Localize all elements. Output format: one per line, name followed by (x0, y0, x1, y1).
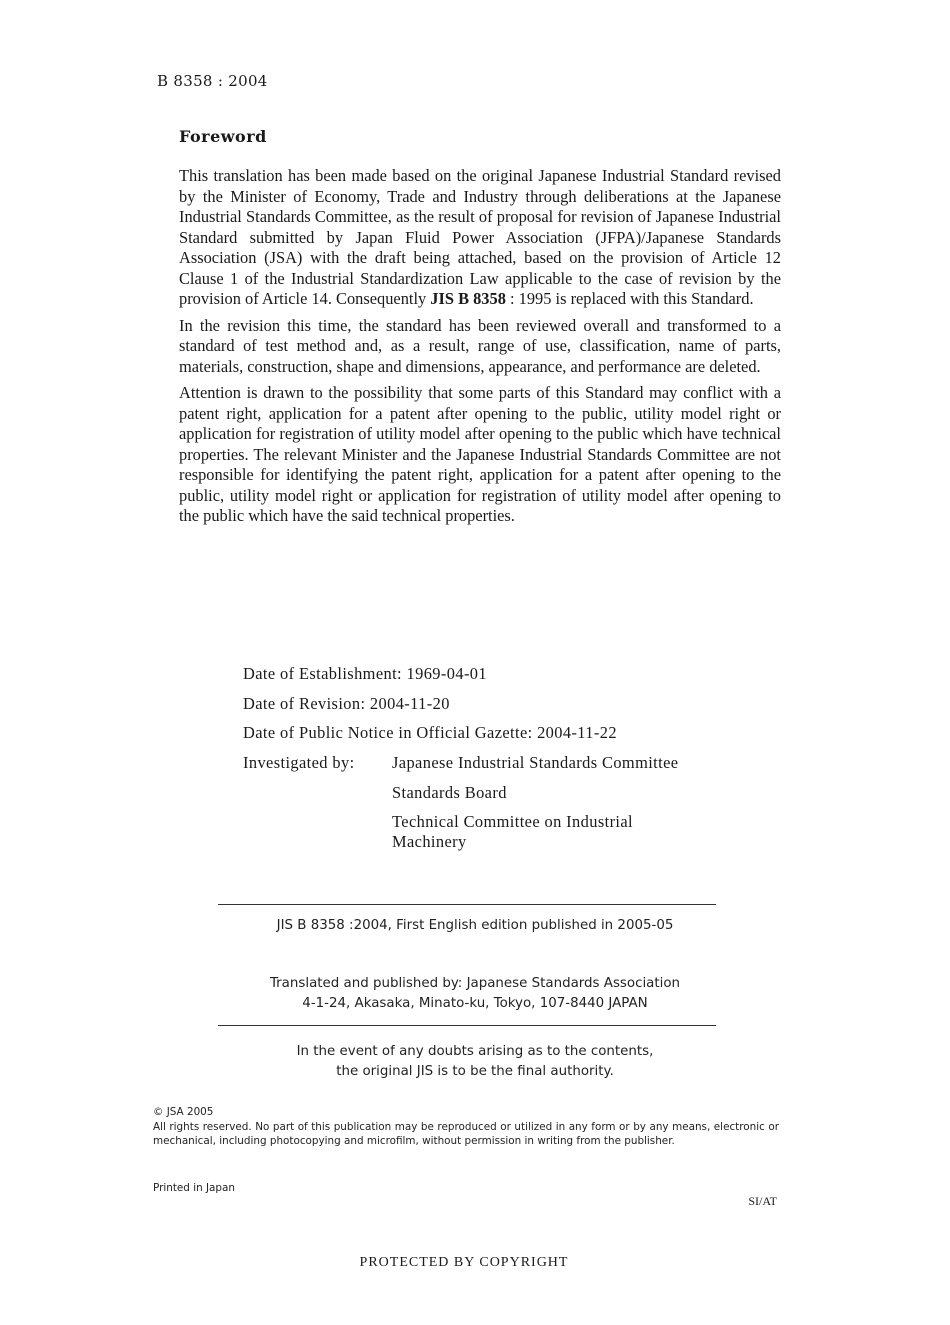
investigated-label: Investigated by: (243, 752, 355, 772)
investigated-org-board: Standards Board (392, 783, 507, 802)
printed-in: Printed in Japan (153, 1182, 235, 1194)
standard-reference: JIS B 8358 (430, 289, 506, 308)
investigated-org-committee: Japanese Industrial Standards Committee (392, 753, 679, 772)
foreword-p1-text: This translation has been made based on the original Japanese Industrial Standard revised by the Minister of Economy, Trade and Industry through deliberations at the Japanese Industrial Standards Committee, as the result of proposal for revision of Japanese Industrial Standard submitted by Japan Fluid Power Association (JFPA)/Japanese Standards Association (JSA) with the draft being attached, based on the provision of Article 12 Clause 1 of the Industrial Standardization Law applicable to the case of revision by the provision of Article 14. Consequently (179, 166, 781, 308)
foreword-title: Foreword (179, 127, 267, 146)
foreword-paragraph-3: Attention is drawn to the possibility that some parts of this Standard may conflict with a patent right, application for a patent after opening to the public, utility model right or application for registration of utility model after opening to the public which have technical properties. The relevant Minister and the Japanese Industrial Standards Committee are not responsible for identifying the patent right, application for a patent after opening to the public, utility model right or application for registration of utility model after opening to the public which have the said technical properties. (179, 383, 781, 525)
copyright-holder: © JSA 2005 (153, 1106, 214, 1118)
investigated-org-technical (392, 812, 633, 852)
date-revision: Date of Revision: 2004-11-20 (243, 693, 450, 713)
authority-line-2: the original JIS is to be the final authority. (336, 1063, 614, 1079)
investigated-org-technical-line2: Machinery (392, 832, 467, 851)
publisher-line-2: 4-1-24, Akasaka, Minato-ku, Tokyo, 107-8440 JAPAN (302, 995, 648, 1011)
investigated-org-technical-line1: Technical Committee on Industrial (392, 812, 634, 831)
authority-line-1: In the event of any doubts arising as to the contents, (296, 1044, 654, 1059)
date-public-notice: Date of Public Notice in Official Gazette: 2004-11-22 (243, 723, 617, 742)
code-mark: SI/AT (748, 1194, 777, 1208)
edition-line: JIS B 8358 :2004, First English edition published in 2005-05 (276, 918, 674, 933)
document-code: B 8358 : 2004 (157, 72, 268, 90)
foreword-paragraph-2: In the revision this time, the standard has been reviewed overall and transformed to a standard of test method and, as a result, range of use, classification, name of parts, materials, construction, shape and dimensions, appearance, and performance are deleted. (179, 315, 781, 376)
foreword-paragraph-1 (179, 166, 781, 310)
divider-top (218, 904, 716, 905)
divider-bottom (218, 1025, 716, 1026)
foreword-p1-tail: : 1995 is replaced with this Standard. (505, 289, 754, 308)
protected-by-copyright: PROTECTED BY COPYRIGHT (359, 1255, 569, 1270)
copyright-text: All rights reserved. No part of this publication may be reproduced or utilized in any form or by any means, electronic or mechanical, including photocopying and microfilm, without permission in writing from the publisher. (153, 1120, 779, 1147)
publisher-block (200, 974, 750, 1013)
foreword-body (179, 166, 781, 533)
authority-note (200, 1042, 750, 1081)
publisher-line-1: Translated and published by: Japanese Standards Association (269, 976, 681, 991)
date-establishment: Date of Establishment: 1969-04-01 (243, 664, 487, 683)
copyright-notice (153, 1105, 779, 1149)
